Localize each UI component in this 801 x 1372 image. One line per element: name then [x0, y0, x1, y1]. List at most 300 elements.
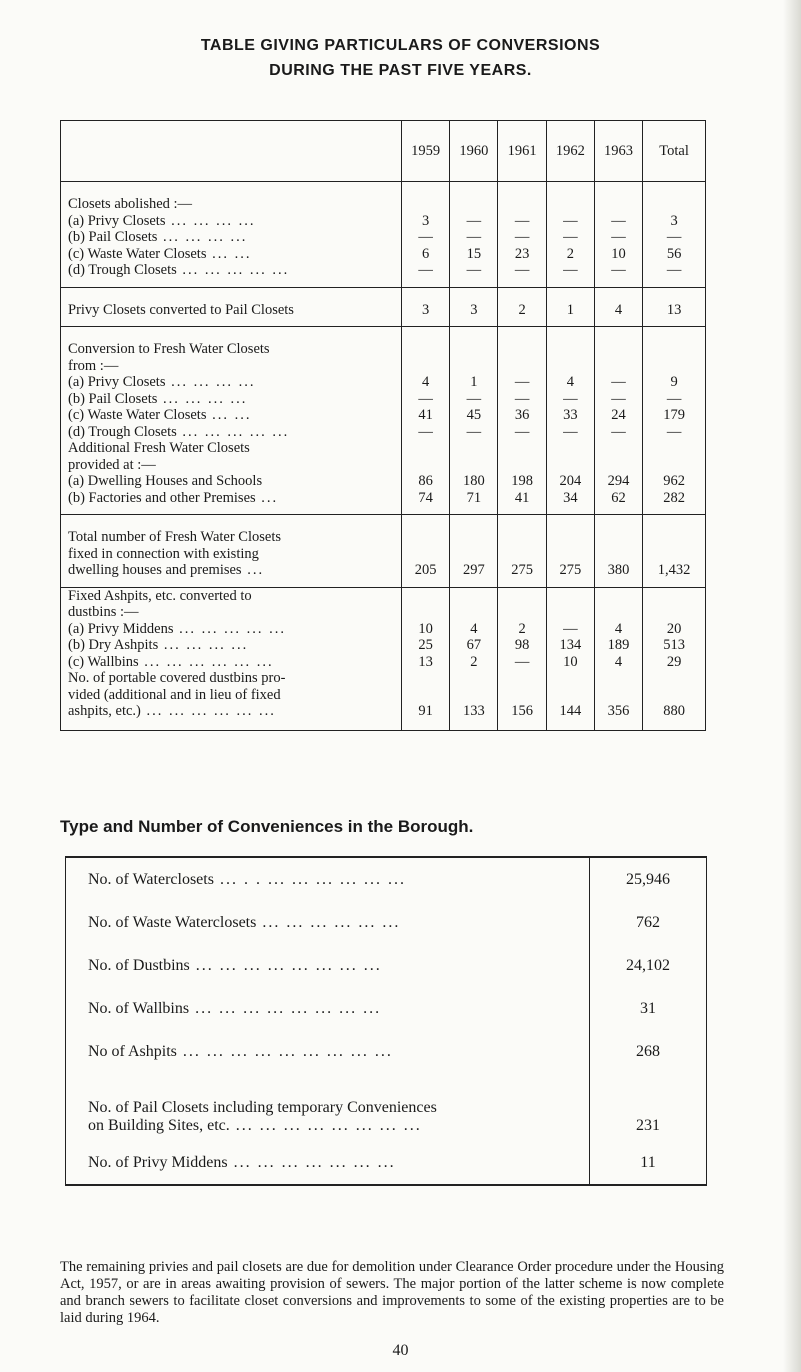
- section-labels: [61, 587, 402, 730]
- cell-number: 2: [518, 301, 526, 318]
- value-cell: [498, 327, 546, 515]
- value-cell: [402, 515, 450, 588]
- cell-value: [647, 703, 701, 720]
- value-cell: [546, 182, 594, 288]
- cell-number: 962: [663, 473, 685, 489]
- cell-value: [406, 302, 445, 319]
- value-cell: [594, 287, 642, 327]
- row-label: [68, 391, 397, 408]
- row-label: [68, 621, 397, 638]
- value-cell: [450, 327, 498, 515]
- convenience-label: [66, 987, 590, 1030]
- cell-value: [502, 687, 541, 704]
- cell-value: [647, 407, 701, 424]
- cell-value: [502, 562, 541, 579]
- leader-dots: ... ... ... ... ... ...: [256, 913, 401, 931]
- cell-value: [502, 457, 541, 474]
- cell-value: [502, 703, 541, 720]
- cell-value: [502, 374, 541, 391]
- section-labels: [61, 515, 402, 588]
- cell-value: [454, 246, 493, 263]
- cell-value: [551, 654, 590, 671]
- cell-number: 62: [611, 489, 626, 506]
- cell-value: [454, 473, 493, 490]
- cell-value: [406, 546, 445, 563]
- cell-value: [406, 562, 445, 579]
- cell-number: 24: [611, 407, 626, 423]
- row-label-text: (a) Privy Closets: [68, 212, 166, 229]
- cell-number: —: [418, 229, 433, 245]
- cell-number: —: [666, 262, 682, 278]
- cell-value: [406, 358, 445, 375]
- cell-value: [551, 262, 590, 279]
- cell-number: 1: [566, 301, 574, 318]
- value-cell: [402, 287, 450, 327]
- cell-value: [454, 374, 493, 391]
- cell-value: [647, 302, 701, 319]
- cell-value: [406, 490, 445, 507]
- page-edge-shadow: [783, 0, 801, 1372]
- cell-value: [502, 546, 541, 563]
- cell-number: —: [418, 390, 433, 407]
- cell-value: [454, 213, 493, 230]
- cell-number: 36: [514, 407, 530, 423]
- cell-number: 20: [666, 620, 682, 637]
- cell-number: 1,432: [657, 562, 691, 578]
- cell-number: —: [611, 262, 626, 278]
- cell-value: [599, 621, 638, 638]
- cell-value: [406, 229, 445, 246]
- row-label: [68, 374, 397, 391]
- value-cell: [594, 587, 642, 730]
- row-label-text: Additional Fresh Water Closets: [68, 440, 250, 456]
- cell-value: [551, 621, 590, 638]
- cell-value: [551, 440, 590, 457]
- cell-number: 297: [462, 562, 485, 578]
- row-label-text: dustbins :—: [68, 604, 139, 620]
- row-label-text: (c) Waste Water Closets: [68, 245, 207, 262]
- cell-value: [454, 621, 493, 638]
- cell-value: [454, 341, 493, 358]
- leader-dots: ... ... ... ... ...: [176, 423, 290, 440]
- cell-number: 4: [470, 620, 478, 637]
- cell-number: —: [563, 390, 578, 407]
- cell-value: [551, 246, 590, 263]
- cell-number: 180: [462, 473, 485, 489]
- cell-value: [647, 246, 701, 263]
- value-cell: [546, 587, 594, 730]
- row-label: [68, 529, 397, 546]
- cell-number: 156: [511, 703, 533, 719]
- cell-value: [551, 424, 590, 441]
- row-label: [68, 654, 397, 671]
- leader-dots: ... ... ... ...: [165, 212, 256, 229]
- conversions-table: [60, 120, 706, 731]
- cell-value: [454, 302, 493, 319]
- convenience-count: 11: [590, 1141, 707, 1185]
- cell-number: —: [418, 423, 433, 440]
- cell-value: [454, 562, 493, 579]
- cell-value: [599, 358, 638, 375]
- cell-value: [502, 302, 541, 319]
- cell-number: —: [514, 390, 530, 407]
- label-text: No. of Waterclosets: [88, 870, 214, 888]
- cell-number: —: [611, 390, 626, 407]
- cell-value: [551, 457, 590, 474]
- value-cell: [402, 182, 450, 288]
- cell-value: [502, 490, 541, 507]
- cell-value: [454, 407, 493, 424]
- convenience-label: [66, 901, 590, 944]
- convenience-label: [66, 1141, 590, 1185]
- row-label-text: ashpits, etc.): [68, 703, 141, 719]
- value-cell: [450, 287, 498, 327]
- cell-value: [647, 670, 701, 687]
- label-text: No. of Wallbins: [88, 999, 190, 1017]
- value-cell: [498, 515, 546, 588]
- value-cell: [643, 327, 706, 515]
- cell-value: [454, 490, 493, 507]
- cell-value: [551, 529, 590, 546]
- row-label: [68, 213, 397, 230]
- row-label-text: (a) Privy Closets: [68, 374, 166, 390]
- cell-value: [647, 654, 701, 671]
- table-row: [66, 987, 707, 1030]
- cell-value: [599, 670, 638, 687]
- cell-value: [454, 196, 493, 213]
- conveniences-title: Type and Number of Conveniences in the Borough.: [60, 817, 474, 836]
- row-label: [68, 407, 397, 424]
- leader-dots: ... ...: [206, 407, 252, 423]
- section-labels: [61, 287, 402, 327]
- row-label-text: Total number of Fresh Water Closets: [68, 529, 281, 545]
- row-label: [68, 440, 397, 457]
- cell-value: [551, 358, 590, 375]
- value-cell: [643, 182, 706, 288]
- row-label-text: from :—: [68, 357, 119, 374]
- value-cell: [594, 327, 642, 515]
- cell-value: [502, 262, 541, 279]
- cell-value: [406, 196, 445, 213]
- cell-value: [599, 604, 638, 621]
- row-label-text: (b) Pail Closets: [68, 229, 158, 245]
- value-cell: [498, 587, 546, 730]
- cell-value: [599, 440, 638, 457]
- cell-value: [599, 490, 638, 507]
- cell-number: 10: [611, 245, 626, 262]
- table-row: [66, 857, 707, 901]
- value-cell: [402, 327, 450, 515]
- cell-number: 133: [462, 703, 485, 719]
- convenience-label: [66, 1030, 590, 1073]
- cell-number: 13: [418, 653, 433, 670]
- cell-value: [502, 654, 541, 671]
- cell-value: [502, 529, 541, 546]
- cell-number: 41: [514, 489, 530, 506]
- cell-value: [454, 588, 493, 605]
- row-label: [68, 473, 397, 490]
- cell-number: 67: [466, 637, 482, 653]
- cell-number: 134: [559, 637, 582, 653]
- cell-value: [454, 440, 493, 457]
- cell-value: [647, 424, 701, 441]
- cell-number: 4: [614, 620, 623, 637]
- value-cell: [594, 515, 642, 588]
- row-label: [68, 302, 397, 319]
- cell-value: [406, 604, 445, 621]
- cell-value: [502, 358, 541, 375]
- cell-value: [406, 457, 445, 474]
- convenience-count: 762: [590, 901, 707, 944]
- cell-number: —: [611, 423, 626, 440]
- cell-number: 23: [514, 245, 530, 262]
- cell-number: —: [514, 423, 530, 440]
- cell-number: —: [563, 262, 578, 278]
- value-cell: [643, 587, 706, 730]
- cell-value: [502, 424, 541, 441]
- cell-number: 98: [514, 637, 530, 653]
- cell-value: [647, 546, 701, 563]
- cell-number: —: [563, 620, 578, 637]
- cell-number: 56: [666, 245, 682, 262]
- value-cell: [450, 515, 498, 588]
- cell-value: [502, 229, 541, 246]
- cell-value: [647, 374, 701, 391]
- cell-value: [599, 703, 638, 720]
- label-text-line2: on Building Sites, etc.: [88, 1117, 230, 1134]
- cell-number: 45: [466, 407, 482, 423]
- cell-value: [551, 670, 590, 687]
- value-cell: [450, 182, 498, 288]
- row-label-text: (c) Wallbins: [68, 653, 139, 670]
- row-label-text: Closets abolished :—: [68, 196, 193, 212]
- cell-number: —: [563, 423, 578, 440]
- cell-value: [454, 546, 493, 563]
- row-label: [68, 637, 397, 654]
- cell-value: [406, 213, 445, 230]
- cell-number: —: [514, 374, 530, 390]
- cell-value: [406, 424, 445, 441]
- table-row: [66, 1073, 707, 1141]
- leader-dots: ... . . ... ... ... ... ... ...: [213, 870, 406, 888]
- cell-number: —: [466, 212, 482, 229]
- cell-number: 2: [566, 245, 574, 262]
- cell-value: [406, 637, 445, 654]
- cell-value: [599, 374, 638, 391]
- cell-value: [599, 213, 638, 230]
- cell-number: 1: [470, 374, 478, 390]
- cell-value: [551, 229, 590, 246]
- cell-number: 513: [663, 637, 685, 653]
- cell-number: 380: [607, 562, 630, 578]
- leader-dots: ... ... ... ... ...: [173, 620, 287, 637]
- row-label-text: (d) Trough Closets: [68, 262, 177, 278]
- row-label-text: Privy Closets converted to Pail Closets: [68, 301, 294, 318]
- cell-number: —: [563, 212, 578, 229]
- cell-number: 13: [666, 301, 682, 318]
- cell-value: [551, 196, 590, 213]
- cell-value: [406, 374, 445, 391]
- header-blank: [61, 121, 402, 182]
- cell-value: [599, 391, 638, 408]
- cell-value: [551, 341, 590, 358]
- leader-dots: ... ... ... ...: [157, 390, 248, 407]
- cell-value: [551, 374, 590, 391]
- cell-value: [551, 562, 590, 579]
- row-label: [68, 262, 397, 279]
- cell-number: 3: [670, 212, 678, 229]
- cell-number: 356: [607, 703, 630, 719]
- cell-number: —: [611, 229, 626, 245]
- cell-value: [454, 457, 493, 474]
- cell-number: 15: [466, 245, 482, 262]
- cell-value: [502, 621, 541, 638]
- cell-value: [551, 604, 590, 621]
- cell-value: [599, 341, 638, 358]
- cell-value: [647, 637, 701, 654]
- row-label: [68, 229, 397, 246]
- cell-value: [406, 654, 445, 671]
- label-text: No of Ashpits: [88, 1042, 177, 1060]
- cell-number: 9: [670, 374, 678, 390]
- cell-value: [406, 246, 445, 263]
- cell-number: 33: [563, 407, 578, 423]
- cell-value: [406, 407, 445, 424]
- cell-number: 179: [663, 407, 685, 423]
- row-label: [68, 546, 397, 563]
- cell-value: [647, 196, 701, 213]
- cell-value: [647, 262, 701, 279]
- cell-number: 71: [466, 489, 482, 506]
- row-label-text: No. of portable covered dustbins pro-: [68, 670, 286, 686]
- cell-value: [599, 546, 638, 563]
- convenience-count: 31: [590, 987, 707, 1030]
- label-text: No. of Pail Closets including temporary Conveniences: [88, 1099, 437, 1116]
- row-label-text: (c) Waste Water Closets: [68, 407, 207, 423]
- value-cell: [643, 287, 706, 327]
- cell-value: [454, 229, 493, 246]
- header-1960: 1960: [450, 121, 498, 182]
- cell-number: —: [466, 262, 482, 278]
- leader-dots: ... ... ... ... ... ... ... ...: [229, 1117, 422, 1134]
- cell-value: [502, 341, 541, 358]
- cell-number: 10: [418, 620, 433, 637]
- cell-value: [454, 391, 493, 408]
- leader-dots: ... ... ... ... ... ... ... ...: [189, 956, 382, 974]
- cell-value: [647, 621, 701, 638]
- page-number: 40: [392, 1342, 409, 1359]
- cell-number: —: [666, 423, 682, 440]
- cell-value: [551, 687, 590, 704]
- value-cell: [450, 587, 498, 730]
- cell-value: [647, 440, 701, 457]
- cell-value: [454, 654, 493, 671]
- cell-number: —: [514, 262, 530, 278]
- value-cell: [498, 287, 546, 327]
- row-label: [68, 196, 397, 213]
- value-cell: [594, 182, 642, 288]
- cell-number: 198: [511, 473, 533, 489]
- table-section-row: [61, 515, 706, 588]
- cell-number: 25: [418, 637, 433, 653]
- cell-number: —: [466, 423, 482, 440]
- cell-value: [647, 529, 701, 546]
- table-row: [66, 901, 707, 944]
- cell-value: [406, 341, 445, 358]
- cell-value: [599, 529, 638, 546]
- cell-value: [502, 391, 541, 408]
- label-text: No. of Dustbins: [88, 956, 190, 974]
- cell-value: [406, 703, 445, 720]
- value-cell: [546, 287, 594, 327]
- table-row: [66, 1141, 707, 1185]
- cell-value: [647, 229, 701, 246]
- cell-value: [454, 703, 493, 720]
- cell-value: [502, 637, 541, 654]
- row-label: [68, 703, 397, 720]
- row-label-text: Conversion to Fresh Water Closets: [68, 341, 270, 357]
- cell-number: —: [514, 653, 530, 670]
- row-label-text: (b) Dry Ashpits: [68, 637, 159, 653]
- cell-value: [454, 262, 493, 279]
- table-section-row: [61, 287, 706, 327]
- row-label: [68, 588, 397, 605]
- cell-value: [647, 604, 701, 621]
- row-label-text: provided at :—: [68, 456, 156, 473]
- cell-value: [599, 562, 638, 579]
- convenience-count: 25,946: [590, 857, 707, 901]
- value-cell: [546, 327, 594, 515]
- convenience-count: 231: [590, 1073, 707, 1141]
- cell-number: —: [666, 390, 682, 407]
- row-label-text: (d) Trough Closets: [68, 423, 177, 440]
- cell-value: [551, 473, 590, 490]
- header-1963: 1963: [594, 121, 642, 182]
- cell-value: [599, 457, 638, 474]
- cell-value: [406, 670, 445, 687]
- cell-value: [647, 473, 701, 490]
- cell-number: —: [418, 262, 433, 278]
- cell-number: 4: [614, 653, 623, 670]
- row-label: [68, 604, 397, 621]
- cell-number: 4: [421, 374, 430, 390]
- cell-value: [551, 302, 590, 319]
- cell-number: 29: [666, 653, 682, 670]
- leader-dots: ...: [255, 489, 279, 506]
- cell-value: [406, 687, 445, 704]
- cell-number: 2: [518, 620, 526, 637]
- section-labels: [61, 182, 402, 288]
- page-subtitle: DURING THE PAST FIVE YEARS.: [269, 62, 532, 79]
- cell-value: [551, 490, 590, 507]
- table-section-row: [61, 587, 706, 730]
- row-label: [68, 490, 397, 507]
- cell-value: [551, 407, 590, 424]
- cell-number: 282: [663, 489, 685, 506]
- leader-dots: ... ... ... ... ... ... ... ... ...: [176, 1042, 393, 1060]
- label-text: No. of Waste Waterclosets: [88, 913, 257, 931]
- cell-value: [406, 473, 445, 490]
- cell-value: [599, 246, 638, 263]
- cell-value: [599, 302, 638, 319]
- cell-number: —: [514, 212, 530, 229]
- cell-number: 275: [559, 562, 582, 578]
- cell-number: 10: [563, 653, 578, 670]
- cell-number: —: [466, 229, 482, 245]
- cell-value: [406, 262, 445, 279]
- cell-value: [647, 687, 701, 704]
- value-cell: [402, 587, 450, 730]
